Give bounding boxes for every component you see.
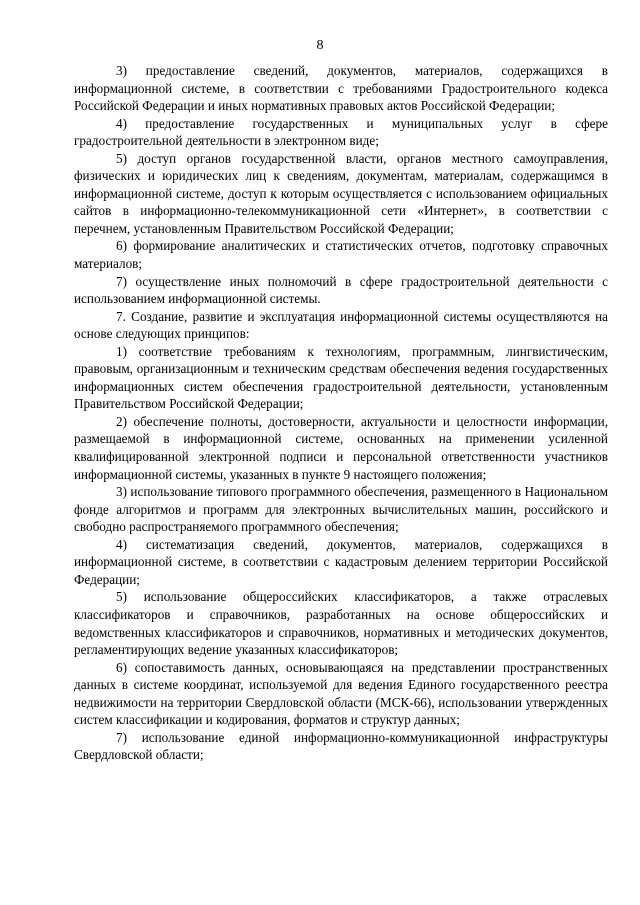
paragraph-principle-5: 5) использование общероссийских классификаторов, а также отраслевых классификаторов и справочников, разработанных на основе общероссийских и ведомственных классификаторов и справочников, нормативных и методических документов, регламентирующих ведение указанных классификаторов; xyxy=(74,589,608,658)
paragraph-principle-6: 6) сопоставимость данных, основывающаяся на представлении пространственных данных в системе координат, используемой для ведения Единого государственного реестра недвижимости на территории Свердловской области (МСК-66), использовании утвержденных систем классификации и кодирования, форматов и структур данных; xyxy=(74,659,608,728)
paragraph-principle-7: 7) использование единой информационно-коммуникационной инфраструктуры Свердловской области; xyxy=(74,729,608,763)
paragraph-item-4-electronic-services: 4) предоставление государственных и муниципальных услуг в сфере градостроительной деятельности в электронном виде; xyxy=(74,115,608,149)
paragraph-principle-1: 1) соответствие требованиям к технологиям, программным, лингвистическим, правовым, организационным и техническим средствам обеспечения ведения государственных информационных систем обеспечения градостроительной деятельности, установленным Правительством Российской Федерации; xyxy=(74,343,608,412)
paragraph-principle-3: 3) использование типового программного обеспечения, размещенного в Национальном фонде алгоритмов и программ для электронных вычислительных машин, российского и свободно распространяемого программного обеспечения; xyxy=(74,484,608,535)
paragraph-item-3-info-provision: 3) предоставление сведений, документов, материалов, содержащихся в информационной системе, в соответствии с требованиями Градостроительного кодекса Российской Федерации и иных нормативных правовых актов Российской Федерации; xyxy=(74,63,608,114)
paragraph-principle-4: 4) систематизация сведений, документов, материалов, содержащихся в информационной системе, в соответствии с кадастровым делением территории Российской Федерации; xyxy=(74,536,608,587)
paragraph-item-5-access: 5) доступ органов государственной власти, органов местного самоуправления, физических и юридических лиц к сведениям, документам, материалам, содержащимся в информационной системе, доступ к которым осуществляется с использованием официальных сайтов в информационно-телекоммуникационной сети «Интернет», в соответствии с перечнем, установленным Правительством Российской Федерации; xyxy=(74,150,608,236)
paragraph-item-6-reports: 6) формирование аналитических и статистических отчетов, подготовку справочных материалов; xyxy=(74,238,608,272)
paragraph-principle-2: 2) обеспечение полноты, достоверности, актуальности и целостности информации, размещаемой в информационной системе, основанных на применении усиленной квалифицированной электронной подписи и персональной ответственности участников информационной системы, указанных в пункте 9 настоящего положения; xyxy=(74,413,608,482)
paragraph-section-7-principles: 7. Создание, развитие и эксплуатация информационной системы осуществляются на основе следующих принципов: xyxy=(74,308,608,342)
page-number: 8 xyxy=(316,38,324,53)
document-body xyxy=(74,62,608,764)
paragraph-item-7-other-powers: 7) осуществление иных полномочий в сфере градостроительной деятельности с использованием информационной системы. xyxy=(74,273,608,307)
